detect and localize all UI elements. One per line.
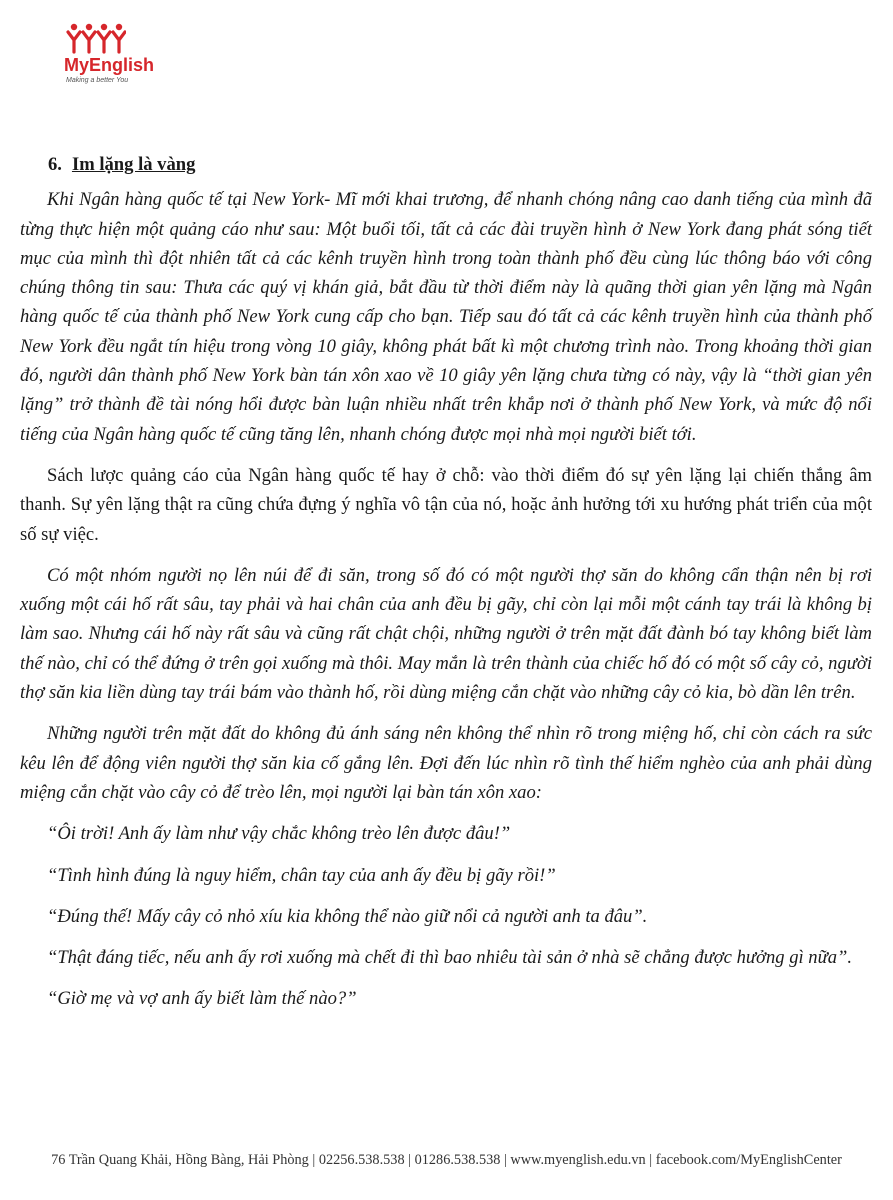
paragraph-4: Những người trên mặt đất do không đủ ánh sáng nên không thể nhìn rõ trong miệng hố, chỉ còn cách ra sức kêu lên để động viên người thợ săn kia cố gắng lên. Đợi đến lúc nhìn rõ tình thế hiểm nghèo của anh phải dùng miệng cắn chặt vào cây cỏ để trèo lên, mọi người lại bàn tán xôn xao: (20, 723, 872, 803)
brand-logo (64, 22, 154, 92)
page-footer: 76 Trần Quang Khải, Hồng Bàng, Hải Phòng | 02256.538.538 | 01286.538.538 | www.myenglish.edu.vn | facebook.com/MyEnglishCenter (51, 1152, 842, 1168)
quote-3: “Đúng thế! Mấy cây cỏ nhỏ xíu kia không thể nào giữ nổi cả người anh ta đâu”. (47, 905, 648, 927)
quote-2: “Tình hình đúng là nguy hiểm, chân tay của anh ấy đều bị gãy rồi!” (47, 864, 556, 886)
paragraph-2: Sách lược quảng cáo của Ngân hàng quốc tế hay ở chỗ: vào thời điểm đó sự yên lặng lại chiến thắng âm thanh. Sự yên lặng thật ra cũng chứa đựng ý nghĩa vô tận của nó, hoặc ảnh hưởng tới xu hướng phát triển của một số sự việc. (20, 464, 872, 545)
section-heading (48, 150, 872, 179)
logo-tagline: Making a better You (66, 77, 129, 84)
section-title: Im lặng là vàng (71, 154, 196, 175)
quote-4: “Thật đáng tiếc, nếu anh ấy rơi xuống mà chết đi thì bao nhiêu tài sản ở nhà sẽ chẳng được hưởng gì nữa”. (47, 947, 853, 969)
paragraph-1: Khi Ngân hàng quốc tế tại New York- Mĩ mới khai trương, để nhanh chóng nâng cao danh tiếng của mình đã từng thực hiện một quảng cáo như sau: Một buổi tối, tất cả các đài truyền hình ở New York đang phát sóng tiết mục của mình thì đột nhiên tất cả các kênh truyền hình trong toàn thành phố đều cùng lúc thông báo với công chúng thông tin sau: Thưa các quý vị khán giả, bắt đầu từ thời điểm này là quãng thời gian yên lặng mà Ngân hàng quốc tế của thành phố New York cung cấp cho bạn. Tiếp sau đó tất cả các kênh truyền hình của thành phố New York đều ngắt tín hiệu trong vòng 10 giây, không phát bất kì một chương trình nào. Trong khoảng thời gian đó, người dân thành phố New York bàn tán xôn xao về 10 giây yên lặng chưa từng có này, vậy là “thời gian yên lặng” trở thành đề tài nóng hổi được bàn luận nhiều nhất trên khắp nơi ở thành phố New York, và mức độ nổi tiếng của Ngân hàng quốc tế cũng tăng lên, nhanh chóng được mọi nhà mọi người biết tới. (20, 189, 872, 445)
people-logo-icon (66, 22, 126, 54)
paragraph-3: Có một nhóm người nọ lên núi để đi săn, trong số đó có một người thợ săn do không cẩn thận nên bị rơi xuống một cái hố rất sâu, tay phải và hai chân của anh đều bị gãy, chỉ còn lại mỗi một cánh tay trái là không bị làm sao. Nhưng cái hố này rất sâu và cũng rất chật chội, những người ở trên mặt đất đành bó tay không biết làm thế nào, chỉ có thể đứng ở trên gọi xuống mà thôi. May mắn là trên thành của chiếc hố đó có một số cây cỏ, người thợ săn kia liền dùng tay trái bám vào thành hố, rồi dùng miệng cắn chặt vào những cây cỏ kia, bò dần lên trên. (20, 564, 872, 704)
quote-1: “Ôi trời! Anh ấy làm như vậy chắc không trèo lên được đâu!” (47, 823, 511, 845)
quote-5: “Giờ mẹ và vợ anh ấy biết làm thế nào?” (47, 988, 357, 1010)
logo-wordmark: MyEnglish (64, 55, 155, 75)
document-body (20, 150, 872, 1026)
section-number: 6. (48, 154, 62, 175)
